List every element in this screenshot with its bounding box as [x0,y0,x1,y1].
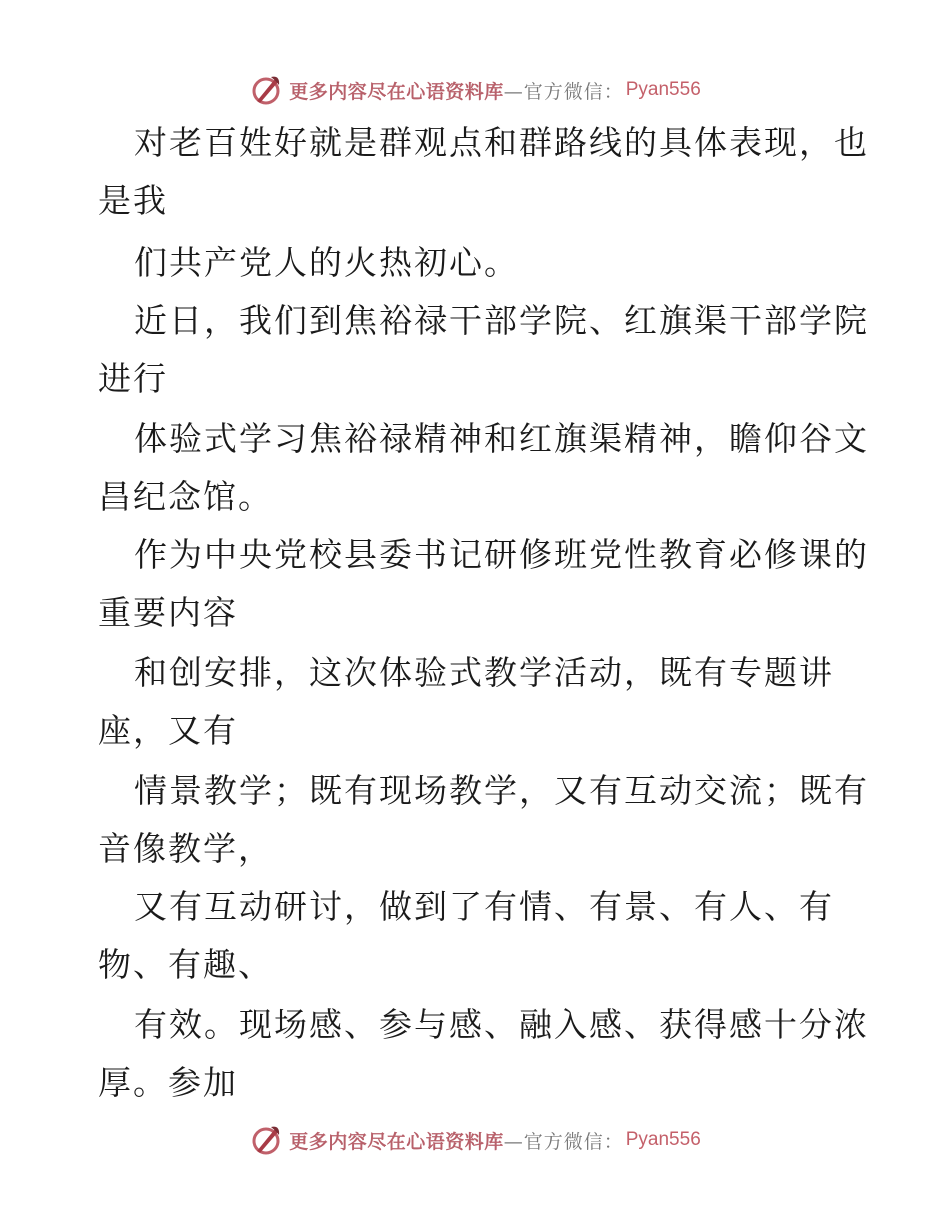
body-line: 和创安排，这次体验式教学活动，既有专题讲 [134,653,834,692]
body-line: 作为中央党校县委书记研修班党性教育必修课的 [134,535,869,574]
body-line: 进行 [98,359,168,398]
body-line: 物、有趣、 [98,945,273,984]
footer-watermark [0,1120,950,1160]
body-line: 厚。参加 [98,1063,238,1102]
body-line: 又有互动研讨，做到了有情、有景、有人、有 [134,887,834,926]
footer-wechat-id: Pyan556 [625,1129,701,1150]
body-line: 重要内容 [98,593,238,632]
body-line: 昌纪念馆。 [98,477,273,516]
footer-text: 更多内容尽在心语资料库 [289,1130,504,1153]
header-separator: —官方微信： [503,80,624,103]
header-watermark [0,70,950,110]
body-line: 是我 [98,181,168,220]
body-line: 有效。现场感、参与感、融入感、获得感十分浓 [134,1005,869,1044]
body-line: 情景教学；既有现场教学，又有互动交流；既有 [134,771,869,810]
body-line: 座，又有 [98,711,238,750]
footer-separator: —官方微信： [503,1130,624,1153]
quill-pen-logo-icon [249,1123,283,1157]
body-line: 们共产党人的火热初心。 [134,243,519,282]
quill-pen-logo-icon [249,73,283,107]
header-wechat-id: Pyan556 [625,79,701,100]
body-line: 体验式学习焦裕禄精神和红旗渠精神，瞻仰谷文 [134,419,869,458]
body-line: 近日，我们到焦裕禄干部学院、红旗渠干部学院 [134,301,869,340]
header-text: 更多内容尽在心语资料库 [289,80,504,103]
body-line: 对老百姓好就是群观点和群路线的具体表现，也 [134,123,869,162]
body-line: 音像教学， [98,829,273,868]
